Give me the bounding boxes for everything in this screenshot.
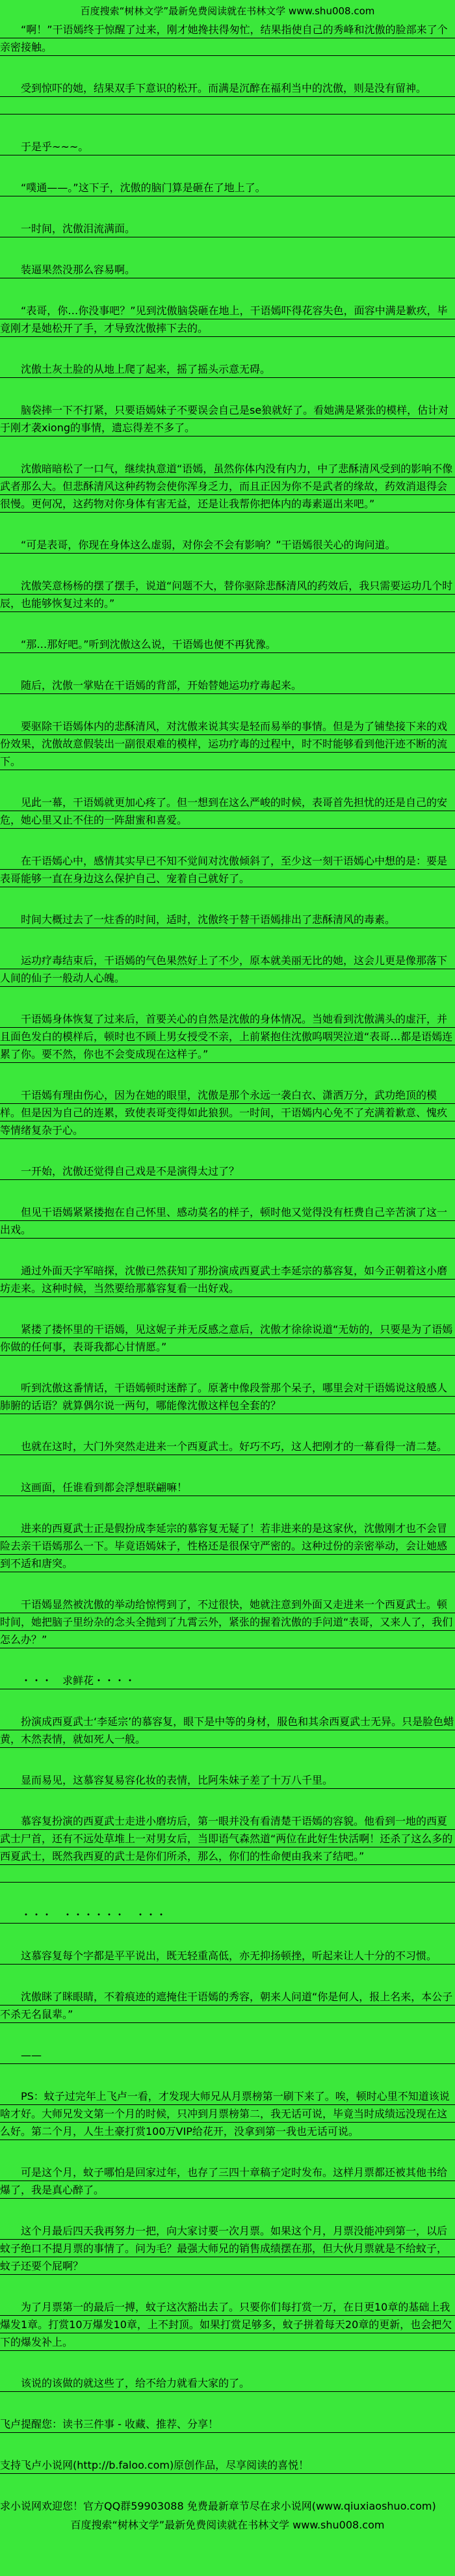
faloo-promo-line: 支持飞卢小说网(http://b.faloo.com)原创作品，尽享阅读的喜悦！: [0, 2456, 455, 2474]
paragraph: 受到惊吓的她，结果双手下意识的松开。而满是沉醉在福利当中的沈傲，则是没有留神。: [0, 79, 455, 114]
paragraph-list: [0, 21, 455, 2534]
paragraph: 一时间，沈傲泪流满面。: [0, 220, 455, 237]
paragraph: 干语嫣显然被沈傲的举动给惊愕到了，不过很快，她就注意到外面又走进来一个西夏武士。顿时间，她把脑子里纷杂的念头全抛到了九霄云外，紧张的握着沈傲的手问道“表哥，又来人了，我们怎么办？”: [0, 1596, 455, 1648]
paragraph: 沈傲眯了眯眼睛，不着痕迹的遮掩住干语嫣的秀容，朝来人问道“你是何人，报上名来，本公子不杀无名鼠辈。”: [0, 1988, 455, 2023]
paragraph: “表哥，你…你没事吧？”见到沈傲脑袋砸在地上，干语嫣吓得花容失色，面容中满是歉疚，毕竟刚才是她松开了手，才导致沈傲摔下去的。: [0, 302, 455, 337]
paragraph: 装逼果然没那么容易啊。: [0, 261, 455, 278]
paragraph: 干语嫣有理由伤心，因为在她的眼里，沈傲是那个永远一袭白衣、潇洒万分，武功绝顶的模样。但是因为自己的连累，致使表哥变得如此狼狈。一时间，干语嫣内心免不了充满着歉意、愧疚等情绪复杂于心。: [0, 1086, 455, 1139]
paragraph: 沈傲土灰土脸的从地上爬了起来，摇了摇头示意无碍。: [0, 360, 455, 378]
paragraph: ・・・ ・・・・・・ ・・・: [0, 1906, 455, 1924]
paragraph: 脑袋摔一下不打紧，只要语嫣妹子不要误会自己是se狼就好了。看她满是紧张的模样，估计对于刚才袭xiong的事情，遗忘得差不多了。: [0, 401, 455, 436]
paragraph: 这画面，任谁看到都会浮想联翩嘛！: [0, 1479, 455, 1496]
paragraph: 要驱除干语嫣体内的悲酥清风，对沈傲来说其实是轻而易举的事情。但是为了铺垫接下来的戏份效果，沈傲故意假装出一副很艰难的模样，运功疗毒的过程中，时不时能够看到他汗迹不断的流下。: [0, 718, 455, 770]
paragraph: ・・・ 求鲜花・・・・: [0, 1672, 455, 1689]
paragraph: 该说的该做的就这些了，给不给力就看大家的了。: [0, 2374, 455, 2392]
paragraph: “可是表哥，你现在身体这么虚弱，对你会不会有影响？”干语嫣很关心的询问道。: [0, 536, 455, 554]
paragraph: 紧搂了搂怀里的干语嫣，见这妮子并无反感之意后，沈傲才徐徐说道“无妨的，只要是为了语嫣你做的任何事，表哥我都心甘情愿。”: [0, 1321, 455, 1356]
paragraph: 随后，沈傲一掌贴在干语嫣的背部，开始替她运功疗毒起来。: [0, 677, 455, 694]
paragraph: ——: [0, 2046, 455, 2064]
paragraph: 但见干语嫣紧紧搂抱在自己怀里、感动莫名的样子，顿时他又觉得没有枉费自己辛苦演了这一出戏。: [0, 1203, 455, 1239]
paragraph: 运功疗毒结束后，干语嫣的气色果然好上了不少，原本就美丽无比的她，这会儿更是像那落下人间的仙子一般动人心魄。: [0, 952, 455, 987]
paragraph: 沈傲暗暗松了一口气，继续执意道“语嫣，虽然你体内没有内力，中了悲酥清风受到的影响不像武者那么大。但悲酥清风这种药物会使你浑身乏力，而且正因为你不是武者的缘故，药效消退得会很慢。更何况，这药物对你身体有害无益，还是让我帮你把体内的毒素逼出来吧。”: [0, 460, 455, 513]
paragraph: 显而易见，这慕容复易容化妆的表情，比阿朱妹子差了十万八千里。: [0, 1771, 455, 1789]
paragraph: 一开始，沈傲还觉得自己戏是不是演得太过了？: [0, 1162, 455, 1180]
shu008-promo-line: 百度搜索“树林文学”最新免费阅读就在书林文学 www.shu008.com: [70, 2519, 385, 2531]
paragraph: 于是乎~~~。: [0, 138, 455, 155]
paragraph: 可是这个月，蚊子哪怕是回家过年，也存了三四十章稿子定时发布。这样月票都还被其他书给爆了，我是真心醉了。: [0, 2164, 455, 2199]
paragraph: “那…那好吧。”听到沈傲这么说，干语嫣也便不再犹豫。: [0, 636, 455, 653]
paragraph: 扮演成西夏武士‘李延宗’的慕容复，眼下是中等的身材，服色和其余西夏武士无异。只是脸色蜡黄，木然表情，就如死人一般。: [0, 1713, 455, 1748]
paragraph: 通过外面天字军暗探，沈傲已然获知了那扮演成西夏武士李延宗的慕容复，如今正朝着这小磨坊走来。这种时候，当然要给那慕容复看一出好戏。: [0, 1262, 455, 1297]
header-promo-line: 百度搜索“树林文学”最新免费阅读就在书林文学 www.shu008.com: [80, 5, 375, 17]
paragraph: 进来的西夏武士正是假扮成李延宗的慕容复无疑了！若非进来的是这家伙，沈傲刚才也不会冒险去亲干语嫣那么一下。毕竟语嫣妹子，性格还是很保守严密的。这种过份的亲密举动，会让她感到不适和唐突。: [0, 1520, 455, 1572]
paragraph: 沈傲笑意杨杨的摆了摆手，说道“问题不大，替你驱除悲酥清风的药效后，我只需要运功几个时辰，也能够恢复过来的。”: [0, 577, 455, 612]
paragraph: 时间大概过去了一炷香的时间，适时，沈傲终于替干语嫣排出了悲酥清风的毒素。: [0, 911, 455, 928]
paragraph: PS：蚊子过完年上飞卢一看，才发现大师兄从月票榜第一刷下来了。唉，顿时心里不知道该说啥才好。大师兄发文第一个月的时候，只冲到月票榜第二，我无话可说，毕竟当时成绩远没现在这么好。第二个月，人生土豪打赏100万VIP给花开，没拿到第一我也无话可说。: [0, 2087, 455, 2140]
paragraph: 为了月票第一的最后一搏，蚊子这次豁出去了。只要你们每打赏一万，在日更10章的基础上我爆发1章。打赏10万爆发10章，上不封顶。如果打赏足够多，蚊子拼着每天20章的更新，也会把欠下的爆发补上。: [0, 2298, 455, 2351]
paragraph: “噗通——。”这下子，沈傲的脑门算是砸在了地上了。: [0, 179, 455, 196]
paragraph: 听到沈傲这番情话，干语嫣顿时迷醉了。原著中像段誉那个呆子，哪里会对干语嫣说这般感人肺腑的话语？就算偶尔说一两句，哪能像沈傲这样包全套的？: [0, 1379, 455, 1414]
paragraph: 见此一幕，干语嫣就更加心疼了。但一想到在这么严峻的时候，表哥首先担忧的还是自己的安危，她心里又止不住的一阵甜蜜和喜爱。: [0, 794, 455, 829]
paragraph: 这个月最后四天我再努力一把，向大家讨要一次月票。如果这个月，月票没能冲到第一，以后蚊子绝口不提月票的事情了。问为毛？最强大师兄的销售成绩摆在那，但大伙月票就是不给蚊子，蚊子还要个屁啊？: [0, 2222, 455, 2275]
paragraph: “啊！”干语嫣终于惊醒了过来，刚才她搀扶得匆忙，结果指使自己的秀峰和沈傲的脸部来了个亲密接触。: [0, 21, 455, 56]
paragraph: 干语嫣身体恢复了过来后，首要关心的自然是沈傲的身体情况。当她看到沈傲满头的虚汗，并且面色发白的模样后，顿时也不顾上男女授受不亲，上前紧抱住沈傲呜咽哭泣道“表哥…都是语嫣连累了你。要不然，你也不会变成现在这样子。”: [0, 1010, 455, 1063]
reminder-line: 飞卢提醒您：读书三件事 - 收藏、推荐、分享！: [0, 2415, 455, 2433]
paragraph: 也就在这时，大门外突然走进来一个西夏武士。好巧不巧，这人把刚才的一幕看得一清二楚。: [0, 1438, 455, 1455]
paragraph: 慕容复扮演的西夏武士走进小磨坊后，第一眼并没有看清楚干语嫣的容貌。他看到一地的西夏武士尸首，还有不远处草堆上一对男女后，当即语气森然道“两位在此好生快活啊！还杀了这么多的西夏武士，既然我西夏的武士是你们所杀，那么，你们的性命便由我来了结吧。”: [0, 1812, 455, 1883]
paragraph: 在干语嫣心中，感情其实早已不知不觉间对沈傲倾斜了，至少这一刻干语嫣心中想的是：要是表哥能够一直在身边这么保护自己、宠着自己就好了。: [0, 852, 455, 887]
qiuxiaoshuo-promo-line: 求小说网欢迎您！官方QQ群59903088 免费最新章节尽在求小说网(www.qiuxiaoshuo.com): [0, 2500, 436, 2512]
paragraph: 这慕容复每个字都是平平说出，既无轻重高低，亦无抑扬顿挫，听起来让人十分的不习惯。: [0, 1947, 455, 1965]
